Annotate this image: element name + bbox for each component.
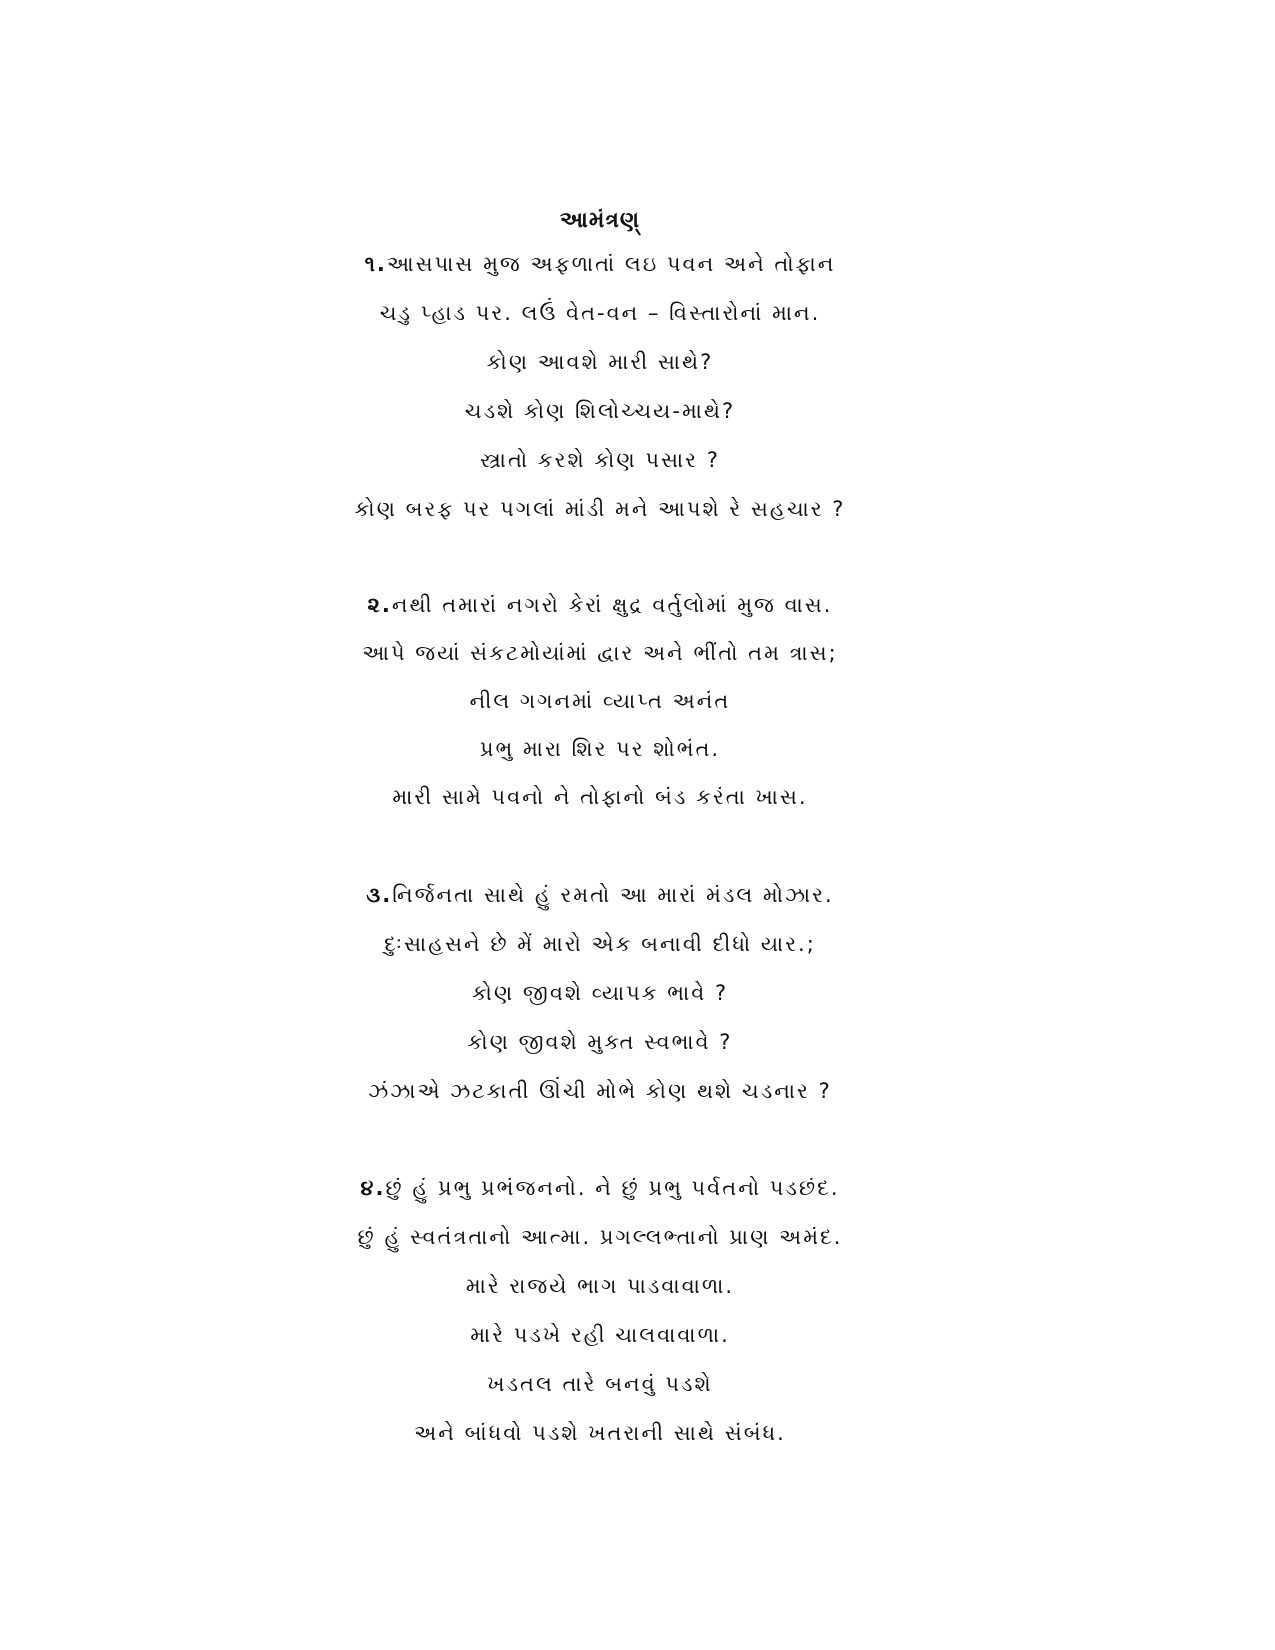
stanza-3-line-5: ઝંઝાએ ઝટકાતી ઊંચી મોભે કોણ થશે ચડનાર ? [368,1079,832,1103]
stanza-1-line-1 [0,252,1200,277]
poem-title: આમંત્રણ્ [559,208,641,233]
stanza-line-text: આસપાસ મુજ અફળાતાં લઇ પવન અને તોફાન [386,252,836,276]
stanza-2-line-1 [0,593,1200,618]
stanza-2-line-5: મારી સામે પવનો ને તોફાનો બંડ કરંતા ખાસ. [392,785,808,809]
stanza-line-text: છું હું પ્રભુ પ્રભંજનનો. ને છું પ્રભુ પર્વતનો પડછંદ. [385,1176,840,1200]
stanza-4-line-3: મારે રાજયે ભાગ પાડવાવાળા. [465,1274,735,1298]
stanza-1-line-2: ચડુ પ્હાડ પર. લઉં વેત-વન – વિસ્તારોનાં માન. [379,301,821,325]
stanza-line-text: નથી તમારાં નગરો કેરાં ક્ષુદ્ર વર્તુલોમાં મુજ વાસ. [391,593,833,617]
stanza-2-line-3: નીલ ગગનમાં વ્યાપ્ત અનંત [469,689,731,713]
stanza-line-text: નિર્જનતા સાથે હું રમતો આ મારાં મંડલ મોઝાર. [392,883,834,907]
stanza-1-line-3: કોણ આવશે મારી સાથે? [486,350,714,374]
stanza-1-line-6: કોણ બરફ પર પગલાં માંડી મને આપશે રે સહચાર ? [354,497,846,521]
stanza-4-line-2: છું હું સ્વતંત્રતાનો આત્મા. પ્રગલ્લભ્તાનો પ્રાણ અમંદ. [357,1225,843,1249]
stanza-2-line-4: પ્રભુ મારા શિર પર શોભંત. [479,737,721,761]
stanza-1-number: ૧. [364,252,387,276]
stanza-4-line-4: મારે પડખે રહી ચાલવાવાળા. [470,1323,730,1347]
stanza-1-line-5: સ્ત્રાતો કરશે કોણ પસાર ? [480,448,720,472]
stanza-2-number: ૨. [367,593,392,617]
stanza-3-number: ૩. [366,883,393,907]
stanza-1-line-4: ચડશે કોણ શિલોચ્ચય-માથે? [464,399,736,423]
stanza-4-number: ૪. [360,1176,386,1200]
stanza-4-line-1 [0,1176,1200,1201]
stanza-4-line-5: ખડતલ તારે બનવું પડશે [487,1372,713,1396]
stanza-3-line-2: દુઃસાહસને છે મેં મારો એક બનાવી દીધો યાર.; [384,932,816,956]
stanza-3-line-3: કોણ જીવશે વ્યાપક ભાવે ? [471,981,729,1005]
stanza-3-line-4: કોણ જીવશે મુક્ત સ્વભાવે ? [467,1030,733,1054]
stanza-2-line-2: આપે જયાં સંકટમોયાંમાં દ્વાર અને ભીંતો તમ ત્રાસ; [362,641,838,665]
stanza-4-line-6: અને બાંધવો પડશે ખતરાની સાથે સંબંધ. [414,1421,786,1445]
stanza-3-line-1 [0,883,1200,908]
